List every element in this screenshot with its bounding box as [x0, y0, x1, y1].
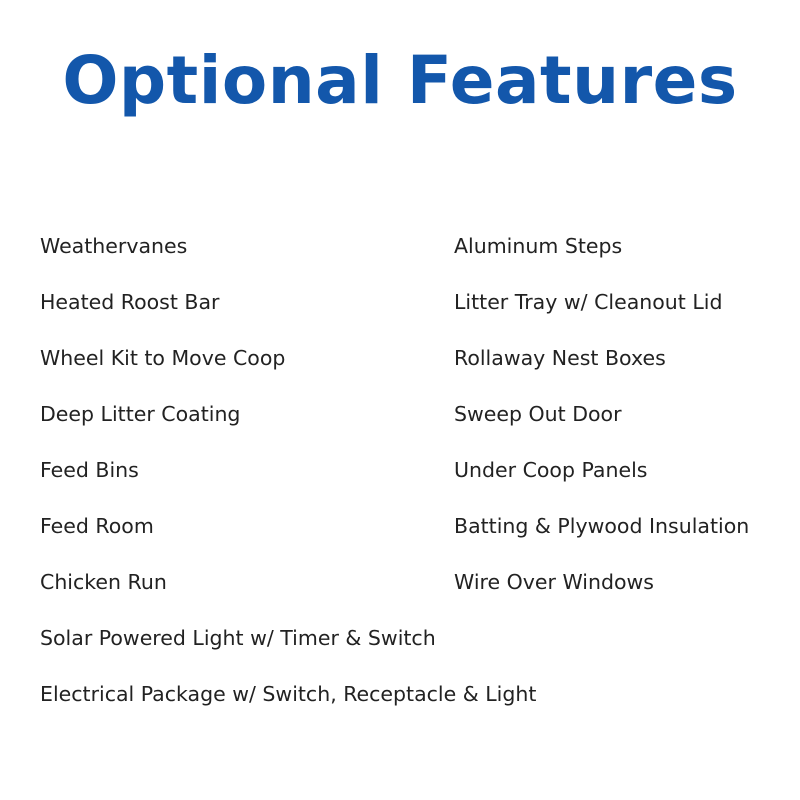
list-item: Litter Tray w/ Cleanout Lid — [454, 290, 723, 314]
list-item: Wire Over Windows — [454, 570, 654, 594]
features-column-right — [454, 218, 794, 610]
list-item: Deep Litter Coating — [40, 402, 241, 426]
list-item: Feed Room — [40, 514, 154, 538]
list-item: Under Coop Panels — [454, 458, 648, 482]
page-title: Optional Features — [62, 42, 738, 119]
features-column-left — [40, 218, 537, 722]
list-item: Rollaway Nest Boxes — [454, 346, 666, 370]
list-item: Heated Roost Bar — [40, 290, 220, 314]
list-item: Sweep Out Door — [454, 402, 622, 426]
list-item: Electrical Package w/ Switch, Receptacle & Light — [40, 682, 537, 706]
list-item: Solar Powered Light w/ Timer & Switch — [40, 626, 436, 650]
list-item: Wheel Kit to Move Coop — [40, 346, 286, 370]
list-item: Weathervanes — [40, 234, 188, 258]
list-item: Chicken Run — [40, 570, 167, 594]
list-item: Batting & Plywood Insulation — [454, 514, 750, 538]
list-item: Feed Bins — [40, 458, 139, 482]
list-item: Aluminum Steps — [454, 234, 623, 258]
